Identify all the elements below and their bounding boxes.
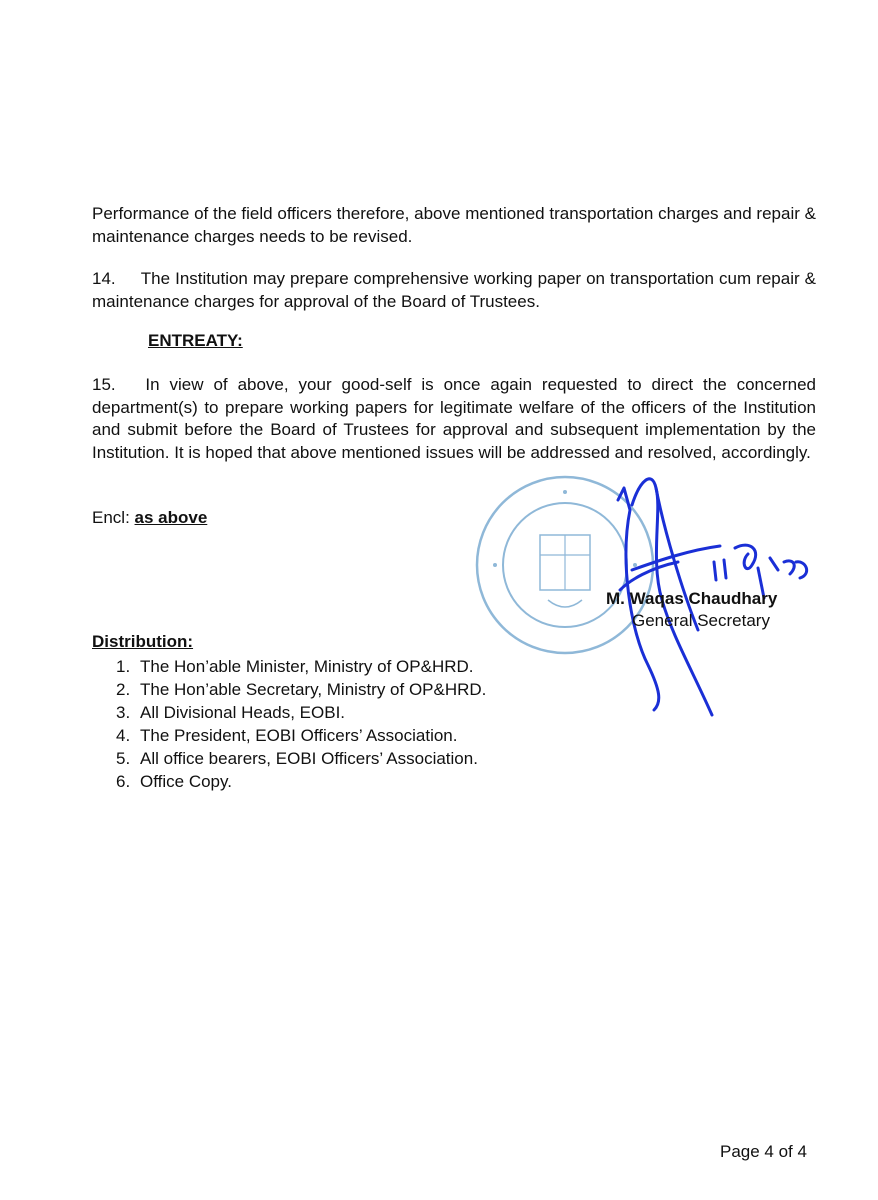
distribution-list [116,655,486,793]
item-text: Office Copy. [140,772,232,791]
paragraph-performance: Performance of the field officers therefore, above mentioned transportation charges and repair & maintenance charges needs to be revised. [92,204,816,246]
paragraph-15 [92,374,816,464]
paragraph-text: The Institution may prepare comprehensive working paper on transportation cum repair & maintenance charges for approval of the Board of Trustees. [92,269,816,311]
item-text: All Divisional Heads, EOBI. [140,703,346,722]
list-item [116,701,486,724]
enclosure-label: Encl: [92,508,130,527]
item-text: The Hon’able Secretary, Ministry of OP&HRD. [140,680,487,699]
item-number: 4. [116,726,131,745]
list-item [116,770,486,793]
item-text: The Hon’able Minister, Ministry of OP&HRD. [140,657,474,676]
list-item [116,678,486,701]
paragraph-text: In view of above, your good-self is once again requested to direct the concerned department(s) to prepare working papers for legitimate welfare of the officers of the Institution and submit before the Board of Trustees for approval and subsequent implementation by the Institution. It is hoped that above mentioned issues will be addressed and resolved, accordingly. [92,375,816,462]
item-number: 1. [116,657,131,676]
item-number: 2. [116,680,131,699]
distribution-heading: Distribution: [92,632,194,651]
enclosure-line [92,508,207,528]
paragraph-number: 15. [92,375,116,394]
item-text: All office bearers, EOBI Officers’ Association. [140,749,478,768]
signatory-title: General Secretary [632,611,770,630]
page-number: Page 4 of 4 [720,1142,807,1161]
item-text: The President, EOBI Officers’ Association. [140,726,458,745]
entreaty-heading: ENTREATY: [148,331,243,350]
paragraph-14 [92,268,816,313]
item-number: 5. [116,749,131,768]
list-item [116,655,486,678]
signatory-name: M. Waqas Chaudhary [606,589,778,608]
item-number: 3. [116,703,131,722]
signature-block [606,588,777,632]
list-item [116,724,486,747]
item-number: 6. [116,772,131,791]
list-item [116,747,486,770]
enclosure-value: as above [134,508,208,527]
paragraph-number: 14. [92,269,116,288]
